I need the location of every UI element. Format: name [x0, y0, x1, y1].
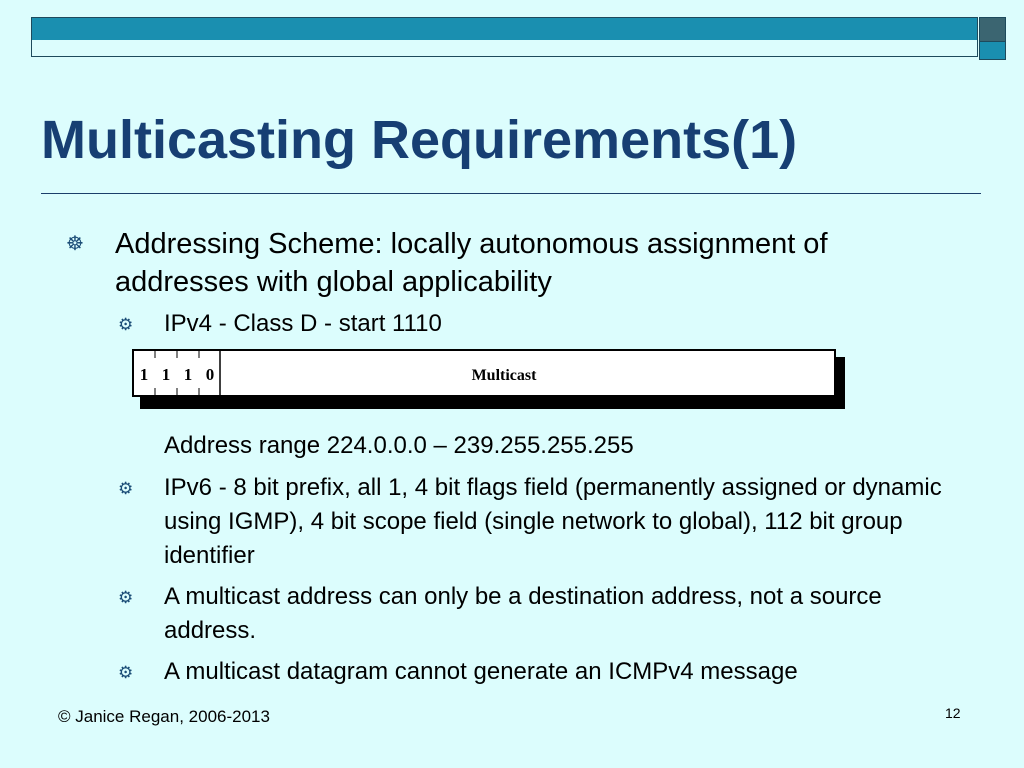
- slide-title: Multicasting Requirements(1): [41, 110, 798, 170]
- page-number: 12: [945, 705, 961, 721]
- multicast-label: Multicast: [471, 367, 537, 384]
- gear-icon: ⚙: [118, 588, 134, 607]
- title-divider: [41, 193, 981, 194]
- gear-icon: ⚙: [118, 315, 134, 334]
- bullet-destination: [118, 580, 948, 648]
- bullet-addressing-scheme: [66, 225, 926, 301]
- bit-label: 1: [161, 365, 171, 384]
- bullet-text: IPv6 - 8 bit prefix, all 1, 4 bit flags field (permanently assigned or dynamic using IGMP), 4 bit scope field (single network to global), 112 bit group identifier: [164, 474, 942, 569]
- bit-label: 0: [205, 365, 215, 384]
- bullet-ipv6: [118, 471, 948, 573]
- gear-icon: ⚙: [118, 479, 134, 498]
- bit-label: 1: [139, 365, 149, 384]
- bullet-text: A multicast address can only be a destination address, not a source address.: [164, 583, 882, 644]
- corner-square-light: [979, 41, 1006, 60]
- bullet-icmp: [118, 655, 948, 689]
- bullet-text: IPv4 - Class D - start 1110: [164, 310, 442, 337]
- bullet-text: Addressing Scheme: locally autonomous assignment of addresses with global applicability: [115, 228, 828, 298]
- top-bar: [31, 17, 978, 42]
- top-bar-strip: [31, 40, 978, 57]
- bullet-text: A multicast datagram cannot generate an ICMPv4 message: [164, 658, 798, 685]
- gear-icon: ⚙: [118, 663, 134, 682]
- address-range-text: Address range 224.0.0.0 – 239.255.255.255: [164, 432, 634, 459]
- bullet-ipv4: [118, 307, 948, 341]
- ship-wheel-icon: ☸: [66, 233, 84, 255]
- footer-copyright: © Janice Regan, 2006-2013: [58, 707, 270, 726]
- corner-square-dark: [979, 17, 1006, 43]
- bit-label: 1: [183, 365, 193, 384]
- class-d-address-diagram: [130, 347, 850, 411]
